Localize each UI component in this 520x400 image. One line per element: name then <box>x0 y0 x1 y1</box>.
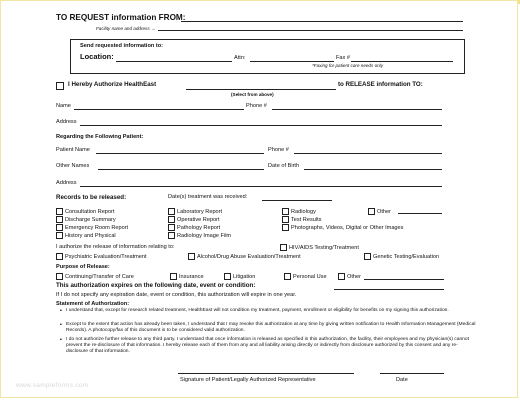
record-option-label: Other <box>377 208 391 215</box>
record-option[interactable] <box>168 232 231 239</box>
record-option-label: Laboratory Report <box>177 208 223 215</box>
checkbox[interactable] <box>368 208 375 215</box>
fax-label: Fax # <box>336 55 350 61</box>
purpose-option[interactable] <box>170 273 204 280</box>
checkbox[interactable] <box>168 232 175 239</box>
checkbox[interactable] <box>282 216 289 223</box>
signature-label: Signature of Patient/Legally Authorized Representative <box>180 377 316 383</box>
checkbox[interactable] <box>170 273 177 280</box>
date-label: Date <box>396 377 408 383</box>
dates-received-label: Date(s) treatment was received: <box>168 194 248 200</box>
checkbox[interactable] <box>338 273 345 280</box>
purpose-other-line[interactable] <box>364 279 444 280</box>
recipient-name-line[interactable] <box>74 109 244 110</box>
statement-item: Except to the extent that action has already been taken, I understand that I may revoke this authorization at any time by giving written notification to Health Information Management (Medical Records). A photocopy/fax of this document is to be considered valid authorization. <box>66 322 476 334</box>
bullet-icon: ▪ <box>60 337 62 343</box>
purpose-option[interactable] <box>56 273 134 280</box>
record-option[interactable] <box>282 208 316 215</box>
expiration-line[interactable] <box>334 289 444 290</box>
recipient-phone-line[interactable] <box>272 109 442 110</box>
purpose-option-label: Insurance <box>179 273 204 280</box>
dates-received-line[interactable] <box>262 200 332 201</box>
send-box-title: Send requested information to: <box>80 43 163 49</box>
purpose-option-label: Continuing/Transfer of Care <box>65 273 134 280</box>
checkbox[interactable] <box>364 253 371 260</box>
record-option-label: History and Physical <box>65 232 116 239</box>
record-option[interactable] <box>168 216 220 223</box>
facility-line[interactable] <box>158 30 463 31</box>
record-option[interactable] <box>282 216 321 223</box>
checkbox[interactable] <box>56 273 63 280</box>
bullet-icon: ▪ <box>60 322 62 328</box>
statement-item: I do not authorize further release to any third party. I understand that once information is released as specified in this authorization, the facility, their employees and my physician(s) cannot prevent the re-disclosure of that information. I hereby release each of them from any and all liability arising directly or indirectly from disclosure authorized by this consent and any re-disclosure of that information. <box>66 337 469 355</box>
patient-address-label: Address <box>56 180 77 186</box>
other-names-label: Other Names <box>56 163 90 169</box>
patient-address-line[interactable] <box>80 186 442 187</box>
relating-intro: I authorize the release of information relating to: <box>56 244 175 250</box>
recipient-address-line[interactable] <box>80 125 442 126</box>
record-option-label: Emergency Room Report <box>65 224 129 231</box>
facility-caption: Facility name and address → <box>96 26 156 31</box>
request-from-heading: TO REQUEST information FROM: <box>56 13 186 22</box>
record-option-label: Pathology Report <box>177 224 221 231</box>
checkbox[interactable] <box>282 208 289 215</box>
purpose-option[interactable] <box>338 273 361 280</box>
other-record-line[interactable] <box>398 213 442 214</box>
record-option-label: Operative Report <box>177 216 220 223</box>
purpose-option-label: Other <box>347 273 361 280</box>
hiv-option[interactable] <box>280 244 359 251</box>
request-from-line[interactable] <box>181 21 463 22</box>
genetic-option-label: Genetic Testing/Evaluation <box>373 253 440 260</box>
patient-name-line[interactable] <box>96 153 264 154</box>
record-option[interactable] <box>282 224 403 231</box>
authorize-checkbox[interactable] <box>56 82 64 90</box>
genetic-option[interactable] <box>364 253 439 260</box>
purpose-option[interactable] <box>284 273 327 280</box>
location-label: Location: <box>80 52 114 61</box>
checkbox[interactable] <box>168 216 175 223</box>
record-option-label: Test Results <box>291 216 322 223</box>
location-line[interactable] <box>116 61 232 62</box>
checkbox[interactable] <box>224 273 231 280</box>
record-option[interactable] <box>56 224 128 231</box>
bullet-icon: ▪ <box>60 308 62 314</box>
recipient-phone-label: Phone # <box>246 103 267 109</box>
patient-name-label: Patient Name <box>56 147 90 153</box>
checkbox[interactable] <box>56 208 63 215</box>
attn-label: Attn: <box>234 55 246 61</box>
record-option[interactable] <box>56 232 116 239</box>
other-names-line[interactable] <box>98 169 264 170</box>
checkbox[interactable] <box>188 253 195 260</box>
watermark: www.sampleforms.com <box>16 382 89 389</box>
date-line[interactable] <box>380 373 444 374</box>
fax-note: *Faxing for patient care needs only <box>312 63 383 68</box>
attn-line[interactable] <box>250 61 334 62</box>
recipient-address-label: Address <box>56 119 77 125</box>
expiration-note: If I do not specify any expiration date, event or condition, this authorization will expire in one year. <box>56 292 297 298</box>
record-option-label: Photographs, Videos, Digital or Other Images <box>291 224 404 231</box>
record-option[interactable] <box>56 216 116 223</box>
psych-option[interactable] <box>56 253 147 260</box>
statement-heading: Statement of Authorization: <box>56 301 130 307</box>
dob-label: Date of Birth <box>268 163 300 169</box>
checkbox[interactable] <box>280 244 287 251</box>
patient-heading: Regarding the Following Patient: <box>56 134 144 140</box>
record-option-label: Radiology Image Film <box>177 232 232 239</box>
checkbox[interactable] <box>56 224 63 231</box>
purpose-option-label: Litigation <box>233 273 256 280</box>
record-option[interactable] <box>368 208 391 215</box>
purpose-option-label: Personal Use <box>293 273 327 280</box>
checkbox[interactable] <box>168 208 175 215</box>
purpose-option[interactable] <box>224 273 255 280</box>
checkbox[interactable] <box>56 232 63 239</box>
checkbox[interactable] <box>168 224 175 231</box>
records-heading: Records to be released: <box>56 194 127 201</box>
checkbox[interactable] <box>56 216 63 223</box>
recipient-name-label: Name <box>56 103 71 109</box>
checkbox[interactable] <box>284 273 291 280</box>
record-option[interactable] <box>168 208 222 215</box>
statement-item: I understand that, except for research related treatment, HealthEast will not condition my treatment, payment, enrollment or eligibility for benefits on my signing this authorization. <box>66 308 449 313</box>
authorize-from-line[interactable] <box>186 89 336 90</box>
record-option-label: Consultation Report <box>65 208 115 215</box>
record-option[interactable] <box>56 208 114 215</box>
fax-line[interactable] <box>351 61 453 62</box>
dob-line[interactable] <box>304 169 442 170</box>
purpose-heading: Purpose of Release: <box>56 264 110 270</box>
hiv-option-label: HIV/AIDS Testing/Treatment <box>289 244 359 251</box>
expiration-title: This authorization expires on the following date, event or condition: <box>56 282 256 289</box>
checkbox[interactable] <box>56 253 63 260</box>
alcohol-option[interactable] <box>188 253 301 260</box>
patient-phone-label: Phone # <box>268 147 289 153</box>
record-option-label: Radiology <box>291 208 316 215</box>
authorize-label: I Hereby Authorize HealthEast <box>68 81 157 88</box>
release-to-label: to RELEASE information TO: <box>338 81 423 88</box>
signature-line[interactable] <box>178 373 354 374</box>
patient-phone-line[interactable] <box>294 153 442 154</box>
select-from-above-note: (Select from above) <box>231 92 274 97</box>
checkbox[interactable] <box>282 224 289 231</box>
record-option-label: Discharge Summary <box>65 216 116 223</box>
record-option[interactable] <box>168 224 220 231</box>
psych-option-label: Psychiatric Evaluation/Treatment <box>65 253 147 260</box>
alcohol-option-label: Alcohol/Drug Abuse Evaluation/Treatment <box>197 253 301 260</box>
